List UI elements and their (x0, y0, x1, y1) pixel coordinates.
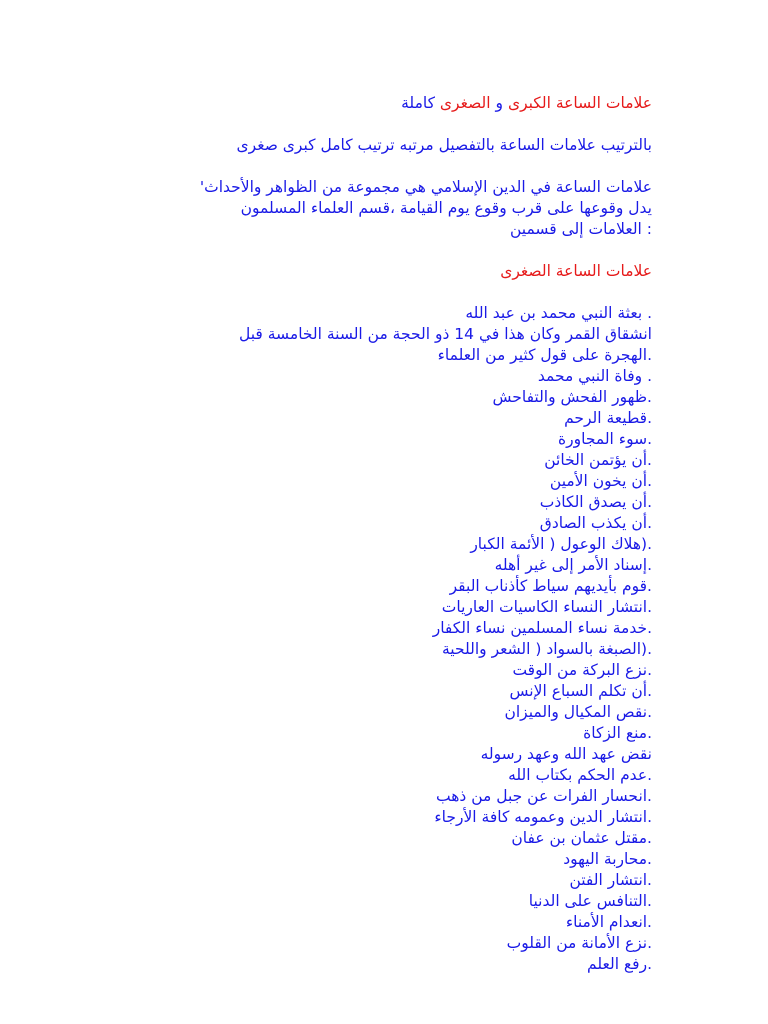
list-item: .(الصبغة بالسواد ( الشعر واللحية (442, 640, 652, 658)
intro-line: يدل وقوعها على قرب وقوع يوم القيامة ،قسم العلماء المسلمون (240, 199, 652, 217)
list-item: .ظهور الفحش والتفاحش (492, 388, 652, 406)
list-item: .انتشار الفتن (569, 871, 652, 889)
list-item: .انحسار الفرات عن جبل من ذهب (436, 787, 652, 805)
list-item: .خدمة نساء المسلمين نساء الكفار (432, 619, 652, 637)
document-title (401, 93, 652, 114)
list-item: .الهجرة على قول كثير من العلماء (437, 346, 652, 364)
title-part-major: علامات الساعة الكبرى (507, 94, 652, 112)
list-item: .(هلاك الوعول ( الأئمة الكبار (470, 535, 652, 553)
title-part-complete: كاملة (401, 94, 435, 112)
list-item: .التنافس على الدنيا (528, 892, 652, 910)
intro-line: : العلامات إلى قسمين (510, 220, 652, 238)
intro-line: علامات الساعة في الدين الإسلامي هي مجموعة من الظواهر والأحداث' (199, 178, 652, 196)
list-item: .محاربة اليهود (563, 850, 652, 868)
list-item: .قوم بأيديهم سياط كأذناب البقر (449, 577, 652, 595)
list-item: .مقتل عثمان بن عفان (511, 829, 652, 847)
list-item: انشقاق القمر وكان هذا في 14 ذو الحجة من السنة الخامسة قبل (239, 325, 652, 343)
list-item: .إسناد الأمر إلى غير أهله (494, 556, 652, 574)
list-item: .نزع البركة من الوقت (512, 661, 652, 679)
document-subtitle: بالترتيب علامات الساعة بالتفصيل مرتبه ترتيب كامل كبرى صغرى (236, 136, 652, 154)
list-item: .رفع العلم (587, 955, 652, 973)
list-item: .انعدام الأمناء (565, 913, 652, 931)
list-item: .انتشار الدين وعمومه كافة الأرجاء (434, 808, 652, 826)
list-item: . بعثة النبي محمد بن عبد الله (465, 304, 652, 322)
list-item: .نقص المكيال والميزان (504, 703, 652, 721)
list-item: .أن يخون الأمين (549, 472, 652, 490)
list-item: .أن يصدق الكاذب (539, 493, 652, 511)
list-item: .قطيعة الرحم (564, 409, 652, 427)
list-item: .سوء المجاورة (558, 430, 652, 448)
list-item: .نزع الأمانة من القلوب (506, 934, 652, 952)
title-part-and: و (495, 94, 503, 112)
list-item: .عدم الحكم بكتاب الله (508, 766, 652, 784)
section-heading-minor-signs: علامات الساعة الصغرى (500, 262, 652, 280)
list-item: .انتشار النساء الكاسيات العاريات (441, 598, 652, 616)
list-item: . وفاة النبي محمد (537, 367, 652, 385)
list-item: نقض عهد الله وعهد رسوله (480, 745, 652, 763)
list-item: .أن يكذب الصادق (539, 514, 652, 532)
list-item: .أن تكلم السباع الإنس (509, 682, 652, 700)
title-part-minor: الصغرى (439, 94, 491, 112)
list-item: .أن يؤتمن الخائن (544, 451, 652, 469)
document-page (120, 0, 652, 1024)
list-item: .منع الزكاة (583, 724, 652, 742)
